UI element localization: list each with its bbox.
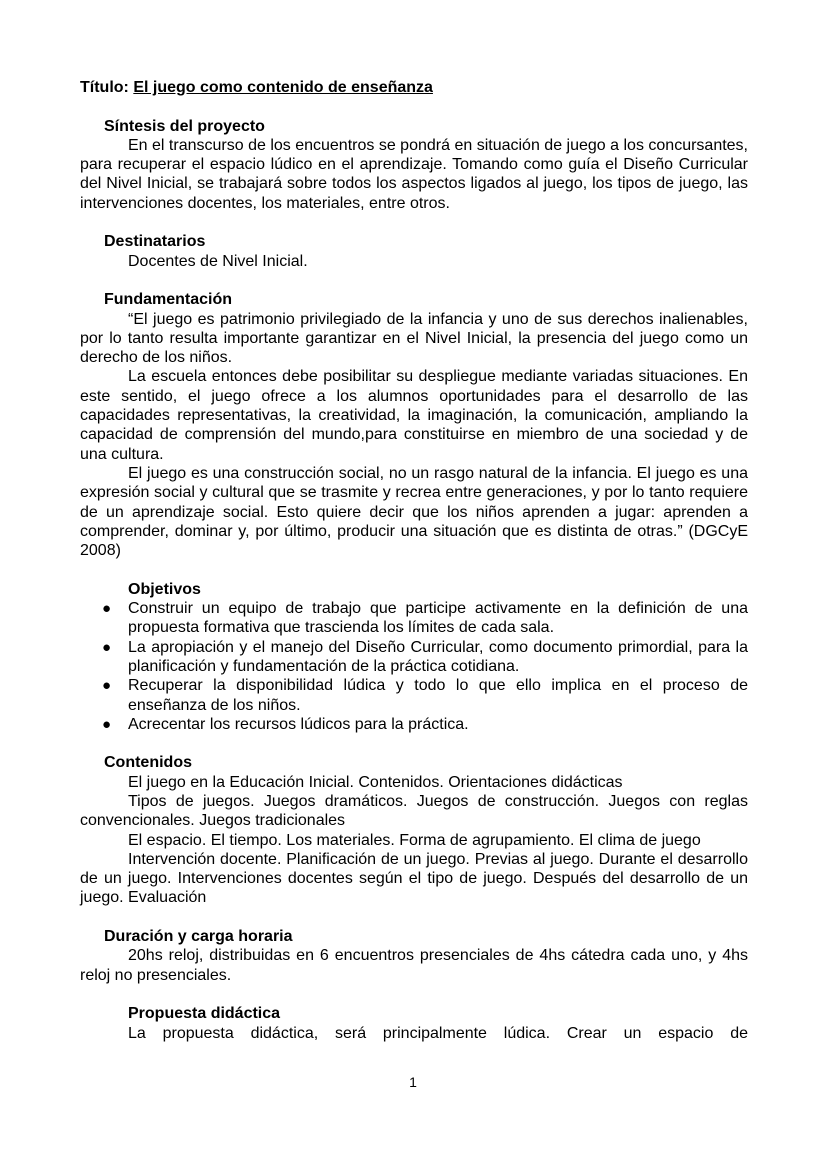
list-item-text: Construir un equipo de trabajo que participe activamente en la definición de una propuesta formativa que trascienda los límites de cada sala. — [128, 600, 748, 637]
list-item — [102, 599, 748, 638]
document-page — [80, 78, 748, 1043]
sintesis-heading: Síntesis del proyecto — [104, 117, 265, 135]
fundamentacion-heading: Fundamentación — [104, 291, 233, 309]
fundamentacion-paragraph: La escuela entonces debe posibilitar su despliegue mediante variadas situaciones. En este sentido, el juego ofrece a los alumnos oportunidades para el desarrollo de las capacidades representativas, la creatividad, la imaginación, la comunicación, ampliando la capacidad de comprensión del mundo,para constituirse en miembro de una sociedad y de una cultura. — [80, 368, 748, 463]
contenidos-heading: Contenidos — [104, 754, 192, 772]
list-item — [102, 715, 748, 734]
duracion-text: 20hs reloj, distribuidas en 6 encuentros presenciales de 4hs cátedra cada uno, y 4hs reloj no presenciales. — [80, 947, 748, 984]
list-item — [102, 638, 748, 677]
bullet-icon: ● — [102, 600, 112, 618]
contenidos-line: Tipos de juegos. Juegos dramáticos. Juegos de construcción. Juegos con reglas convencionales. Juegos tradicionales — [80, 792, 748, 830]
sintesis-paragraph: En el transcurso de los encuentros se pondrá en situación de juego a los concursantes, para recuperar el espacio lúdico en el aprendizaje. Tomando como guía el Diseño Curricular del Nivel Inicial, se trabajará sobre todos los aspectos ligados al juego, los tipos de juego, las intervenciones docentes, los materiales, entre otros. — [80, 136, 748, 212]
fundamentacion-paragraph: El juego es una construcción social, no un rasgo natural de la infancia. El juego es una expresión social y cultural que se trasmite y recrea entre generaciones, y por lo tanto requiere de un aprendizaje social. Esto quiere decir que los niños aprenden a jugar: aprenden a comprender, dominar y, por último, producir una situación que es distinta de otras.” (DGCyE 2008) — [80, 464, 748, 560]
list-item-text: La apropiación y el manejo del Diseño Curricular, como documento primordial, para la planificación y fundamentación de la práctica cotidiana. — [128, 638, 748, 675]
propuesta-heading: Propuesta didáctica — [128, 1005, 281, 1023]
list-item — [102, 676, 748, 715]
document-title — [80, 78, 748, 97]
title-text: El juego como contenido de enseñanza — [133, 79, 433, 96]
list-item-text: Acrecentar los recursos lúdicos para la práctica. — [128, 715, 469, 733]
page-number: 1 — [409, 1074, 417, 1090]
bullet-icon: ● — [102, 677, 112, 695]
destinatarios-heading: Destinatarios — [104, 233, 206, 251]
contenidos-line: Intervención docente. Planificación de un juego. Previas al juego. Durante el desarrollo de un juego. Intervenciones docentes según el tipo de juego. Después del desarrollo de un juego. Evaluación — [80, 850, 748, 907]
bullet-icon: ● — [102, 715, 112, 733]
list-item-text: Recuperar la disponibilidad lúdica y todo lo que ello implica en el proceso de enseñanza de los niños. — [128, 677, 748, 714]
duracion-heading: Duración y carga horaria — [104, 928, 293, 946]
fundamentacion-paragraph: “El juego es patrimonio privilegiado de la infancia y uno de sus derechos inalienables, por lo tanto resulta importante garantizar en el Nivel Inicial, la presencia del juego como un derecho de los niños. — [80, 310, 748, 367]
contenidos-line: El espacio. El tiempo. Los materiales. Forma de agrupamiento. El clima de juego — [128, 831, 701, 849]
contenidos-line: El juego en la Educación Inicial. Contenidos. Orientaciones didácticas — [128, 773, 623, 791]
destinatarios-text: Docentes de Nivel Inicial. — [128, 252, 308, 270]
propuesta-text: La propuesta didáctica, será principalmente lúdica. Crear un espacio de — [128, 1024, 748, 1042]
objetivos-list — [80, 599, 748, 734]
title-label: Título: — [80, 79, 129, 96]
bullet-icon: ● — [102, 638, 112, 656]
objetivos-heading: Objetivos — [128, 580, 201, 598]
